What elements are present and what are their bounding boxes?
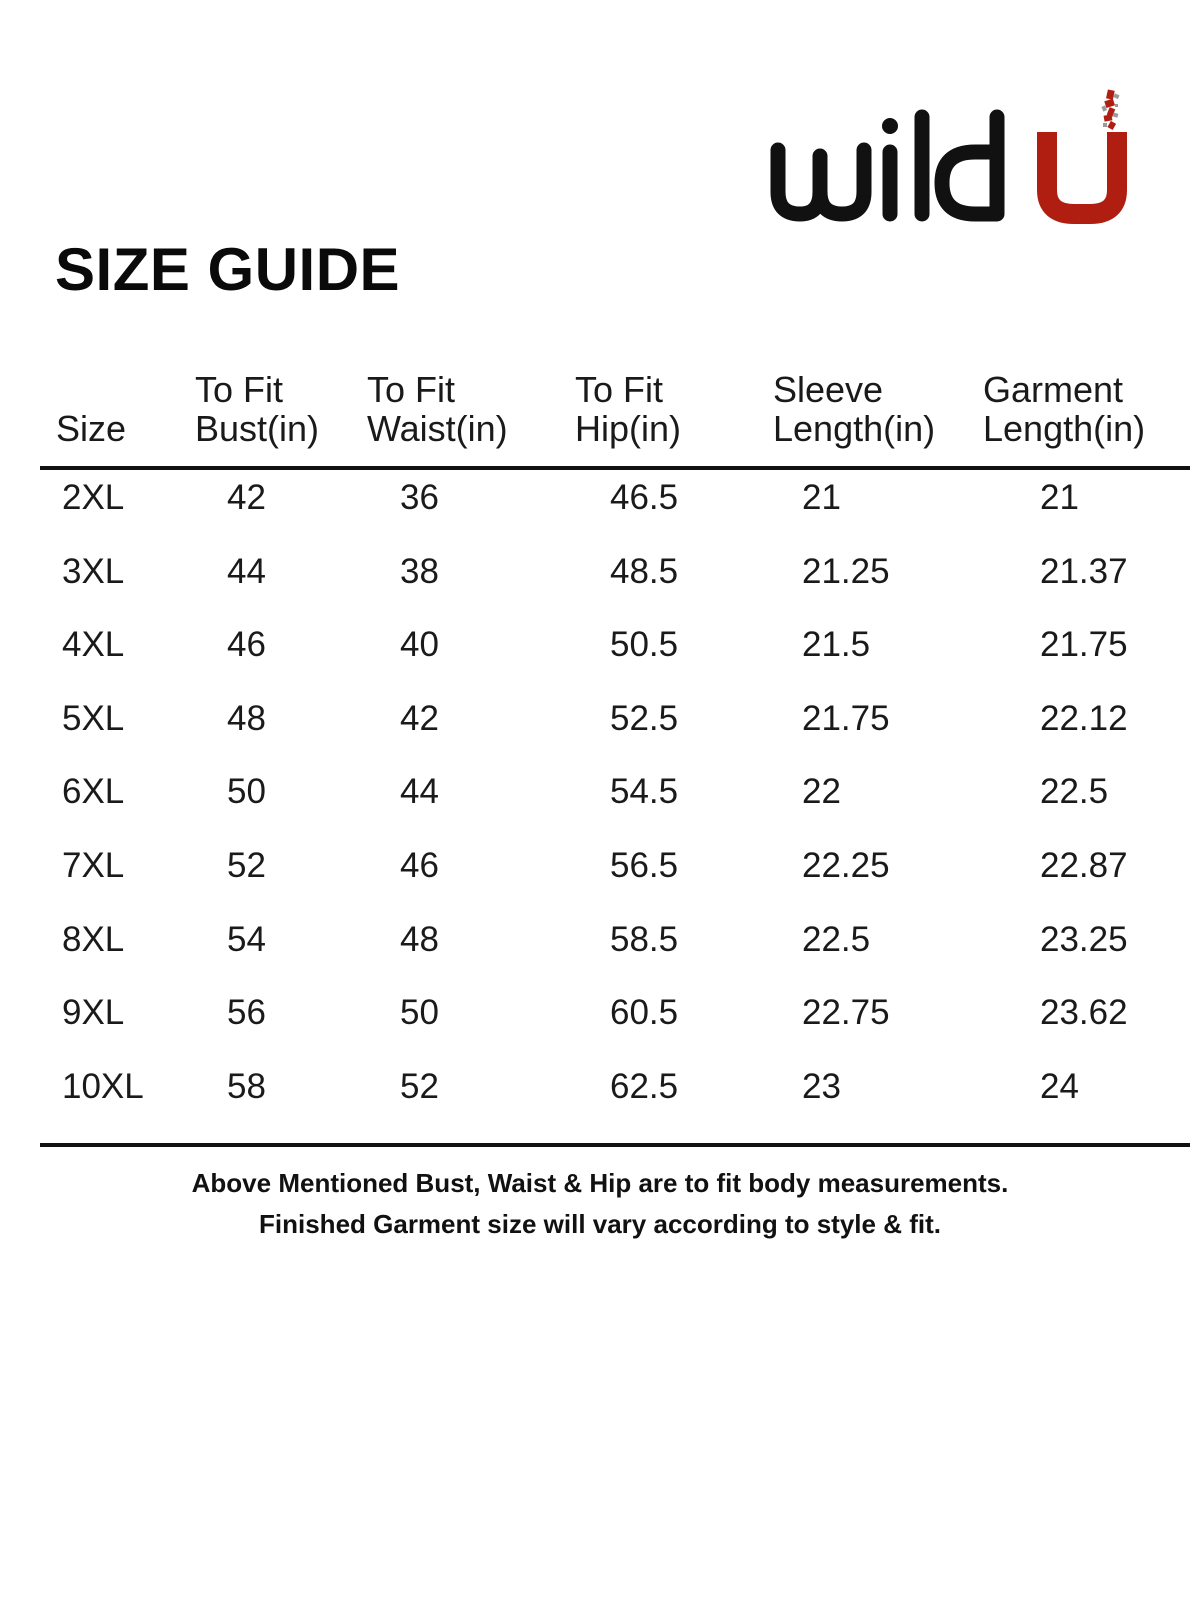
header-size <box>56 368 126 448</box>
cell-hip: 56.5 <box>610 846 679 885</box>
header-sleeve <box>773 368 935 448</box>
cell-garment: 22.12 <box>1040 698 1128 738</box>
cell-sleeve: 22.25 <box>802 846 890 885</box>
cell-waist: 44 <box>400 772 439 812</box>
cell-hip: 60.5 <box>610 993 679 1033</box>
cell-garment: 22.5 <box>1040 772 1109 812</box>
cell-waist: 50 <box>400 993 439 1033</box>
cell-bust: 54 <box>227 919 266 959</box>
cell-hip: 62.5 <box>610 1066 679 1106</box>
cell-size: 4XL <box>62 625 125 665</box>
cell-bust: 52 <box>227 846 266 885</box>
cell-bust: 50 <box>227 772 266 812</box>
cell-waist: 40 <box>400 625 439 665</box>
cell-size: 9XL <box>62 993 125 1033</box>
header-line2: Length(in) <box>773 408 936 449</box>
cell-garment: 23.62 <box>1040 993 1128 1033</box>
cell-sleeve: 22 <box>802 772 841 812</box>
cell-waist: 46 <box>400 846 439 885</box>
table-row <box>0 552 1200 592</box>
cell-waist: 42 <box>400 698 439 738</box>
cell-bust: 42 <box>227 478 266 517</box>
cell-waist: 52 <box>400 1066 439 1106</box>
cell-size: 10XL <box>62 1066 144 1106</box>
table-bottom-divider <box>40 1143 1190 1147</box>
cell-size: 5XL <box>62 698 125 738</box>
brand-logo <box>770 82 1165 232</box>
cell-hip: 50.5 <box>610 625 679 665</box>
cell-bust: 58 <box>227 1066 266 1106</box>
header-line1: Garment <box>983 369 1124 410</box>
header-line1: To Fit <box>367 369 456 410</box>
cell-size: 3XL <box>62 551 125 591</box>
table-row <box>0 993 1200 1033</box>
header-line2: Waist(in) <box>367 408 508 449</box>
table-top-divider <box>40 466 1190 470</box>
cell-hip: 54.5 <box>610 772 679 812</box>
header-waist <box>367 368 508 448</box>
cell-garment: 21.37 <box>1040 551 1128 591</box>
table-row <box>0 1067 1200 1107</box>
table-row <box>0 625 1200 665</box>
cell-garment: 23.25 <box>1040 919 1128 959</box>
cell-size: 6XL <box>62 772 125 812</box>
header-line1: Sleeve <box>773 369 884 410</box>
table-row <box>0 699 1200 739</box>
table-row <box>0 478 1200 518</box>
cell-size: 7XL <box>62 846 125 885</box>
cell-sleeve: 21.5 <box>802 625 871 665</box>
wild-u-logo-icon <box>770 82 1165 232</box>
table-row <box>0 846 1200 886</box>
cell-sleeve: 22.5 <box>802 919 871 959</box>
cell-hip: 58.5 <box>610 919 679 959</box>
cell-size: 8XL <box>62 919 125 959</box>
header-line2: Bust(in) <box>195 408 320 449</box>
cell-hip: 46.5 <box>610 478 679 517</box>
header-garment <box>983 368 1145 448</box>
cell-size: 2XL <box>62 478 125 517</box>
cell-sleeve: 22.75 <box>802 993 890 1033</box>
cell-sleeve: 21.75 <box>802 698 890 738</box>
cell-garment: 21 <box>1040 478 1079 517</box>
cell-bust: 46 <box>227 625 266 665</box>
cell-waist: 38 <box>400 551 439 591</box>
header-bust <box>195 368 319 448</box>
header-line1: To Fit <box>575 369 664 410</box>
footnote-line1: Above Mentioned Bust, Waist & Hip are to fit body measurements. <box>191 1168 1009 1198</box>
cell-garment: 24 <box>1040 1066 1079 1106</box>
cell-hip: 48.5 <box>610 551 679 591</box>
cell-waist: 48 <box>400 919 439 959</box>
cell-garment: 21.75 <box>1040 625 1128 665</box>
table-row <box>0 920 1200 960</box>
page-title: SIZE GUIDE <box>55 236 401 303</box>
footnote-line2: Finished Garment size will vary according to style & fit. <box>259 1209 941 1239</box>
header-line2: Hip(in) <box>575 408 682 449</box>
cell-sleeve: 21.25 <box>802 551 890 591</box>
header-line2: Length(in) <box>983 408 1146 449</box>
header-hip <box>575 368 681 448</box>
cell-waist: 36 <box>400 478 439 517</box>
cell-hip: 52.5 <box>610 698 679 738</box>
cell-bust: 48 <box>227 698 266 738</box>
cell-sleeve: 23 <box>802 1066 841 1106</box>
table-row <box>0 772 1200 812</box>
header-line1: To Fit <box>195 369 284 410</box>
cell-garment: 22.87 <box>1040 846 1128 885</box>
cell-bust: 56 <box>227 993 266 1033</box>
cell-sleeve: 21 <box>802 478 841 517</box>
cell-bust: 44 <box>227 551 266 591</box>
header-line2: Size <box>56 408 127 449</box>
